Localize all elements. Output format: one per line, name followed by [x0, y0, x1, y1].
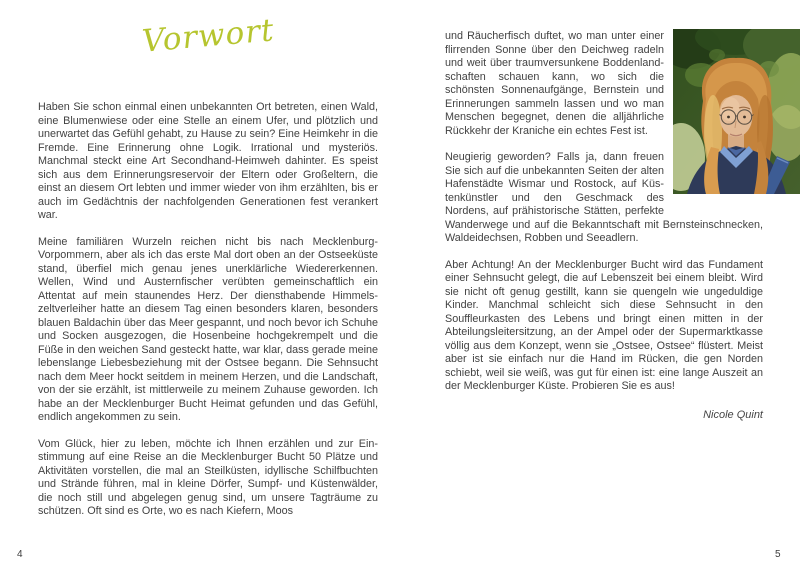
- foreword-paragraph: und Räucherfisch duftet, wo man unter einer flirrenden Sonne über den Deichweg radeln und weit über traumversunkene Boddenlandschaften schauen kann, wo sich die schönsten Sonnenaufgänge, Bernstein und Erinnerungen sammeln lassen und wo man Menschen begegnet, denen die alljährliche Rückkehr der Kraniche ein echtes Fest ist.: [445, 30, 664, 137]
- foreword-paragraph: Meine familiären Wurzeln reichen nicht bis nach Mecklenburg-Vorpommern, aber als ich das erste Mal dort oben an der Ostseeküste stand, überfiel mich genau jenes unerklärliche Wiedererkennen. Wellen, Wind und Austernfischer verübten gemeinschaftlich ein Attentat auf mein staunendes Herz. Der diensthabende Himmelszeltverleiher hatte an diesem Tag einen besonders klaren, besonders blauen Baldachin über das Meer gespannt, und noch bevor ich Schuhe und Socken ausgezogen, die Hosenbeine hochgekrempelt und die Füße in den weichen Sand gesteckt hatte, war klar, dass gerade meine lebenslange Liebesbeziehung mit der Ostsee begann. Die Sehnsucht nach dem Meer hockt seitdem in meinem Herzen, und die Landschaft, von der sie erzählt, ist mittlerweile zu meinem Zuhause geworden. Ich habe an der Mecklenburger Bucht Heimat gefunden und das Gefühl, endlich angekommen zu sein.: [38, 235, 378, 423]
- chapter-title: Vorwort: [140, 12, 276, 60]
- foreword-paragraph: Neugierig geworden? Falls ja, dann freuen Sie sich auf die unbekannten Seiten der alten Hafenstädte Wismar und Rostock, auf Küstenkünstler und den Geschmack des Nordens, auf prähistorische Stätten, perfekte Wanderwege und auf die Bekanntschaft mit Bernsteinschnecken, Waldeidechsen, Robben und Seeadlern.: [445, 151, 763, 244]
- right-text-column: [445, 30, 763, 421]
- author-portrait-photo: [673, 29, 800, 194]
- foreword-paragraph: Haben Sie schon einmal einen unbekannten Ort betreten, einen Wald, eine Blumenwiese oder eine Stelle an einem Ufer, und plötzlich und unerwartet das Gefühl gehabt, zu Hause zu sein? Eine Heimkehr in die Fremde. Eine Erinnerung ohne Logik. Irrational und mysteriös. Manchmal steckt eine Art Secondhand-Heimweh dahinter. Es speist sich aus dem Erinnerungsreservoir der Eltern oder Großeltern, die einst an diesem Ort lebten und immer wieder von ihm erzählten, bis er auch im Gedächtnis der nachfolgenden Generationen fest verankert war.: [38, 101, 378, 221]
- page-number-right: 5: [775, 549, 781, 560]
- foreword-paragraph: Aber Achtung! An der Mecklenburger Bucht wird das Fundament einer Sehnsucht gelegt, die auf Lebenszeit bei einem bleibt. Wird sie nicht oft genug gestillt, kann sie quengeln wie ungeduldige Kinder. Manchmal schleicht sich diese Sehnsucht in den Souffleurkasten des Lebens und bringt einen mitten in der Abteilungsleitersitzung, an der Ampel oder der Supermarktkasse völlig aus dem Konzept, wenn sie „Ostsee, Ostsee“ flüstert. Meist aber ist sie einfach nur die Hand im Rücken, die gen Norden schiebt, weil sie weiß, was gut für einen ist: eine lange Auszeit an der Mecklenburger Küste. Probieren Sie es aus!: [445, 258, 763, 392]
- page-number-left: 4: [17, 549, 23, 560]
- author-signature: Nicole Quint: [703, 408, 763, 421]
- left-text-column: [38, 101, 378, 519]
- page-left: [38, 0, 378, 574]
- foreword-paragraph: Vom Glück, hier zu leben, möchte ich Ihnen erzählen und zur Einstimmung auf eine Reise an die Mecklenburger Bucht 50 Plätze und Aktivitäten vorstellen, die mal an Steilküsten, idyllische Schilfbuchten und Strände führen, mal in kleine Dörfer, Sumpf- und Küstenwälder, die noch still und abgelegen genug sind, um unsere Tagträume zu schützen. Oft sind es Orte, wo es nach Kiefern, Moos: [38, 437, 378, 517]
- page-right: [445, 0, 763, 574]
